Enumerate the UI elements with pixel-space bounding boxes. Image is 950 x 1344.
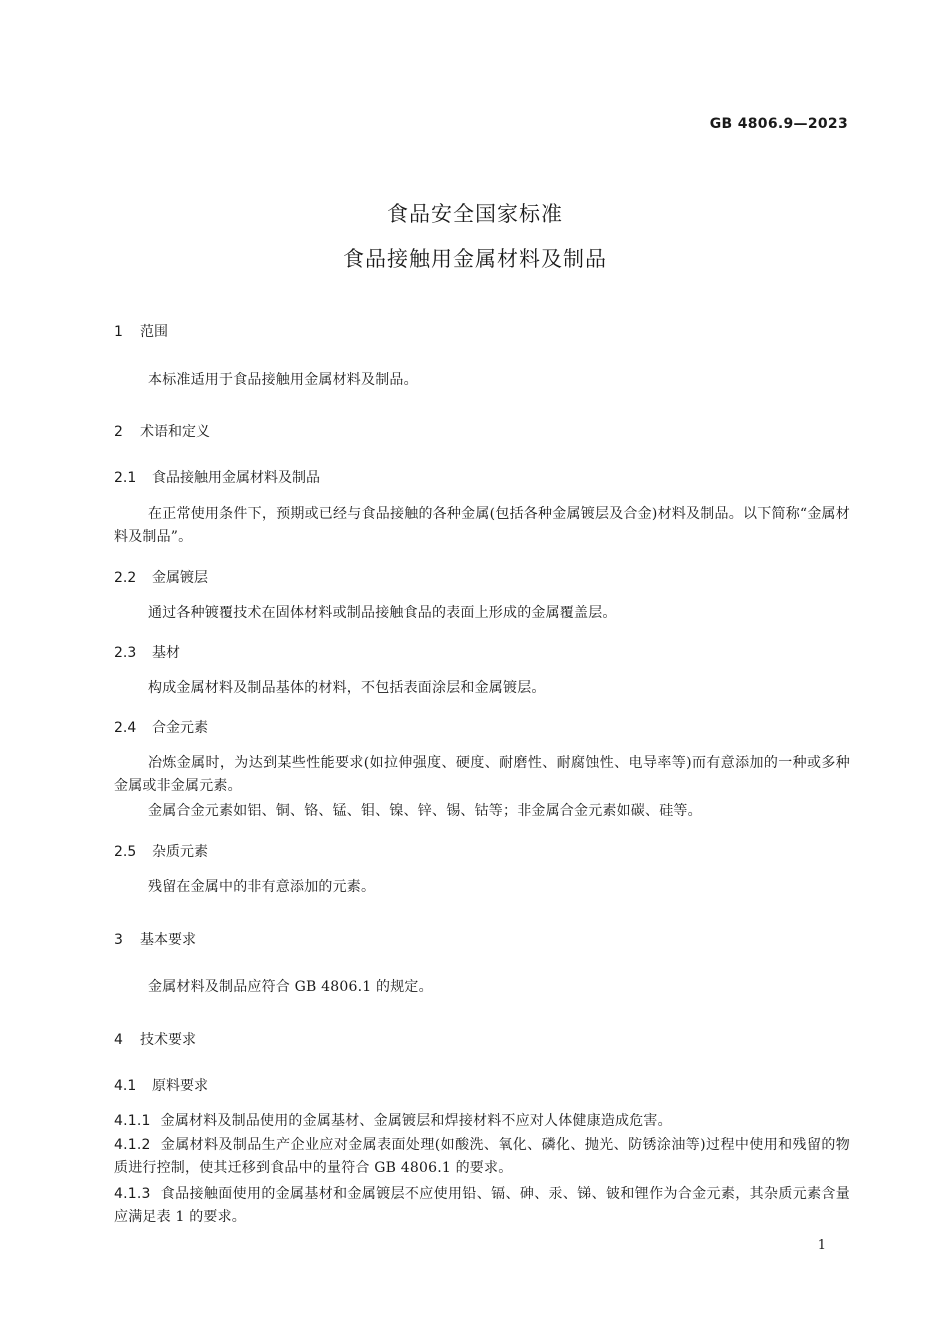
paragraph: 通过各种镀覆技术在固体材料或制品接触食品的表面上形成的金属覆盖层。 <box>148 605 617 621</box>
paragraph: 金属合金元素如铝、铜、铬、锰、钼、镍、锌、锡、钴等；非金属合金元素如碳、硅等。 <box>148 803 702 819</box>
section-number: 2.5 <box>114 844 137 860</box>
subsection-heading-4-1 <box>114 1075 208 1095</box>
section-number: 3 <box>114 932 123 948</box>
subsection-heading-2-3 <box>114 642 180 662</box>
paragraph: 构成金属材料及制品基体的材料，不包括表面涂层和金属镀层。 <box>148 680 546 696</box>
section-number: 4 <box>114 1032 123 1048</box>
section-title: 术语和定义 <box>140 424 210 440</box>
paragraph: 冶炼金属时，为达到某些性能要求(如拉伸强度、硬度、耐磨性、耐腐蚀性、电导率等)而有意添加的一种或多种金属或非金属元素。 <box>114 755 850 794</box>
clause-text: 金属材料及制品使用的金属基材、金属镀层和焊接材料不应对人体健康造成危害。 <box>160 1113 672 1129</box>
section-number: 2.4 <box>114 720 137 736</box>
section-heading-1 <box>114 321 168 341</box>
clause-number: 4.1.2 <box>114 1137 151 1153</box>
clause-text: 金属材料及制品生产企业应对金属表面处理(如酸洗、氧化、磷化、抛光、防锈涂油等)过程中使用和残留的物质进行控制，使其迁移到食品中的量符合 GB 4806.1 的要求。 <box>114 1137 850 1176</box>
section-heading-3 <box>114 929 196 949</box>
section-number: 2.3 <box>114 645 137 661</box>
section-heading-4 <box>114 1029 196 1049</box>
section-title: 杂质元素 <box>152 844 208 860</box>
clause-number: 4.1.3 <box>114 1186 151 1202</box>
clause-text: 食品接触面使用的金属基材和金属镀层不应使用铅、镉、砷、汞、锑、铍和锂作为合金元素，其杂质元素含量应满足表 1 的要求。 <box>114 1186 850 1225</box>
section-title: 合金元素 <box>152 720 208 736</box>
page-number: 1 <box>817 1238 826 1253</box>
clause-number: 4.1.1 <box>114 1113 151 1129</box>
section-number: 1 <box>114 324 123 340</box>
section-heading-2 <box>114 421 210 441</box>
section-title: 原料要求 <box>152 1078 208 1094</box>
paragraph: 本标准适用于食品接触用金属材料及制品。 <box>148 372 418 388</box>
section-number: 2 <box>114 424 123 440</box>
standard-number: GB 4806.9—2023 <box>709 116 848 132</box>
subsection-heading-2-2 <box>114 567 208 587</box>
subsection-heading-2-4 <box>114 717 208 737</box>
subsection-heading-2-1 <box>114 467 320 487</box>
clause-4-1-1 <box>114 1110 850 1133</box>
section-number: 4.1 <box>114 1078 137 1094</box>
section-number: 2.1 <box>114 470 137 486</box>
document-title: 食品安全国家标准 <box>387 202 563 226</box>
paragraph: 金属材料及制品应符合 GB 4806.1 的规定。 <box>148 979 433 995</box>
section-title: 金属镀层 <box>152 570 208 586</box>
paragraph: 在正常使用条件下，预期或已经与食品接触的各种金属(包括各种金属镀层及合金)材料及制品。以下简称“金属材料及制品”。 <box>114 506 850 545</box>
section-title: 技术要求 <box>140 1032 196 1048</box>
section-title: 范围 <box>140 324 168 340</box>
clause-4-1-3 <box>114 1183 850 1229</box>
section-title: 基材 <box>152 645 180 661</box>
clause-4-1-2 <box>114 1134 850 1180</box>
section-title: 基本要求 <box>140 932 196 948</box>
document-subtitle: 食品接触用金属材料及制品 <box>343 247 607 271</box>
section-number: 2.2 <box>114 570 137 586</box>
section-title: 食品接触用金属材料及制品 <box>152 470 320 486</box>
paragraph: 残留在金属中的非有意添加的元素。 <box>148 879 376 895</box>
subsection-heading-2-5 <box>114 841 208 861</box>
